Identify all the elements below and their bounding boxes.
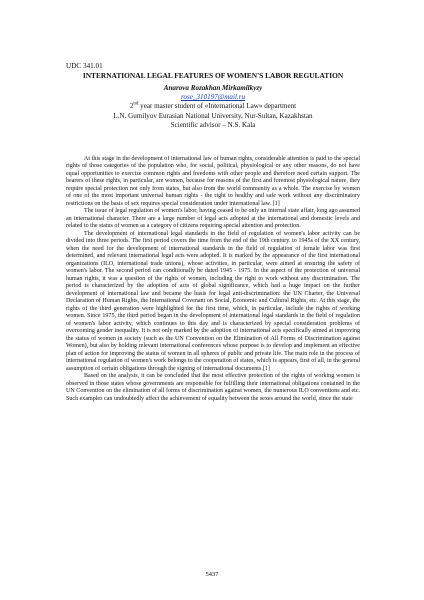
paragraph: The issue of legal regulation of women's labor, having ceased to be only an internal state affair, long ago assumed an international character. There are a large number of legal acts adopted at the international and domestic levels and related to the status of women as a category of citizens requiring special attention and protection.: [66, 208, 360, 230]
author-name: Anarova Rozakhan Mirkamilkyzy: [163, 84, 263, 92]
author-email-link[interactable]: rose_310197@mail.ru: [181, 93, 245, 102]
author-position: 2nd year master student of «International Law» department: [129, 102, 297, 111]
scientific-advisor: Scientific advisor – N.S. Kala: [170, 120, 256, 129]
udc-code: UDC 341.01: [66, 62, 103, 70]
article-title: INTERNATIONAL LEGAL FEATURES OF WOMEN'S LABOR REGULATION: [82, 71, 344, 80]
paragraph: At this stage in the development of international law of human rights, considerable attention is paid to the special rights of those categories of the population who, for social, political, physiological or any other reasons, do not have equal opportunities to exercise common rights and freedoms with other people and therefore need certain support. The bearers of these rights, in particular, are women, because for reasons of the first and foremost physiological nature, they require special protection not only from states, but also from the world community as a whole. The exercise by women of one of the most important universal human rights - the right to healthy and safe work without any discriminatory restrictions on the basis of sex requires special consideration under international law. [1]: [66, 156, 360, 207]
page-number: 5437: [205, 571, 219, 578]
article-body: [66, 156, 360, 403]
paragraph: Based on the analysis, it can be concluded that the most effective protection of the rights of working women is observed in those states whose governments are responsible for fulfilling their international obligations contained in the UN Convention on the elimination of all forms of discrimination against women, the numerous ILO conventions and etc. Such examples can undoubtedly affect the achievement of equality between the sexes around the world, since the state: [66, 373, 360, 402]
author-university: L.N. Gumilyov Eurasian National University, Nur-Sultan, Kazakhstan: [113, 111, 313, 120]
paragraph: The development of international legal standards in the field of regulation of women's labor activity can be divided into three periods. The first period covers the time from the end of the 19th century. to 1945s of the XX century, when the need for the development of international standards in the field of regulation of female labor was first determined, and relevant international legal acts were adopted. It is marked by the appearance of the first international organizations (ILO, international trade unions), whose activities, in particular, were aimed at ensuring the safety of women's labor. The second period can conditionally be dated 1945 - 1975. In the aspect of the protection of universal human rights, it was a question of the rights of women, including the right to work without any discrimination. The period is characterized by the adoption of acts of global significance, which had a huge impact on the further development of international law and became the basis for legal anti-discrimination: the UN Charter, the Universal Declaration of Human Rights, the International Covenant on Social, Economic and Cultural Rights, etc. At this stage, the rights of the third generation were highlighted for the first time, which, in particular, include the rights of working women. Since 1975, the third period began in the development of international legal standards in the field of regulation of women's labor activity, which continues to this day and is characterized by special consideration problems of overcoming gender inequality. It is not only marked by the adoption of international acts specifically aimed at improving the status of women in society (such as the UN Convention on the Elimination of All Forms of Discrimination against Women), but also by holding relevant international conferences whose purpose is to develop and implement an effective plan of action for improving the status of women in all spheres of public and private life. The main role in the process of international regulation of women's work belongs to the cooperation of states, which is appears, first of all, in the general assumption of certain obligations through the signing of international documents.[1]: [66, 230, 360, 372]
author-block: [66, 84, 360, 130]
